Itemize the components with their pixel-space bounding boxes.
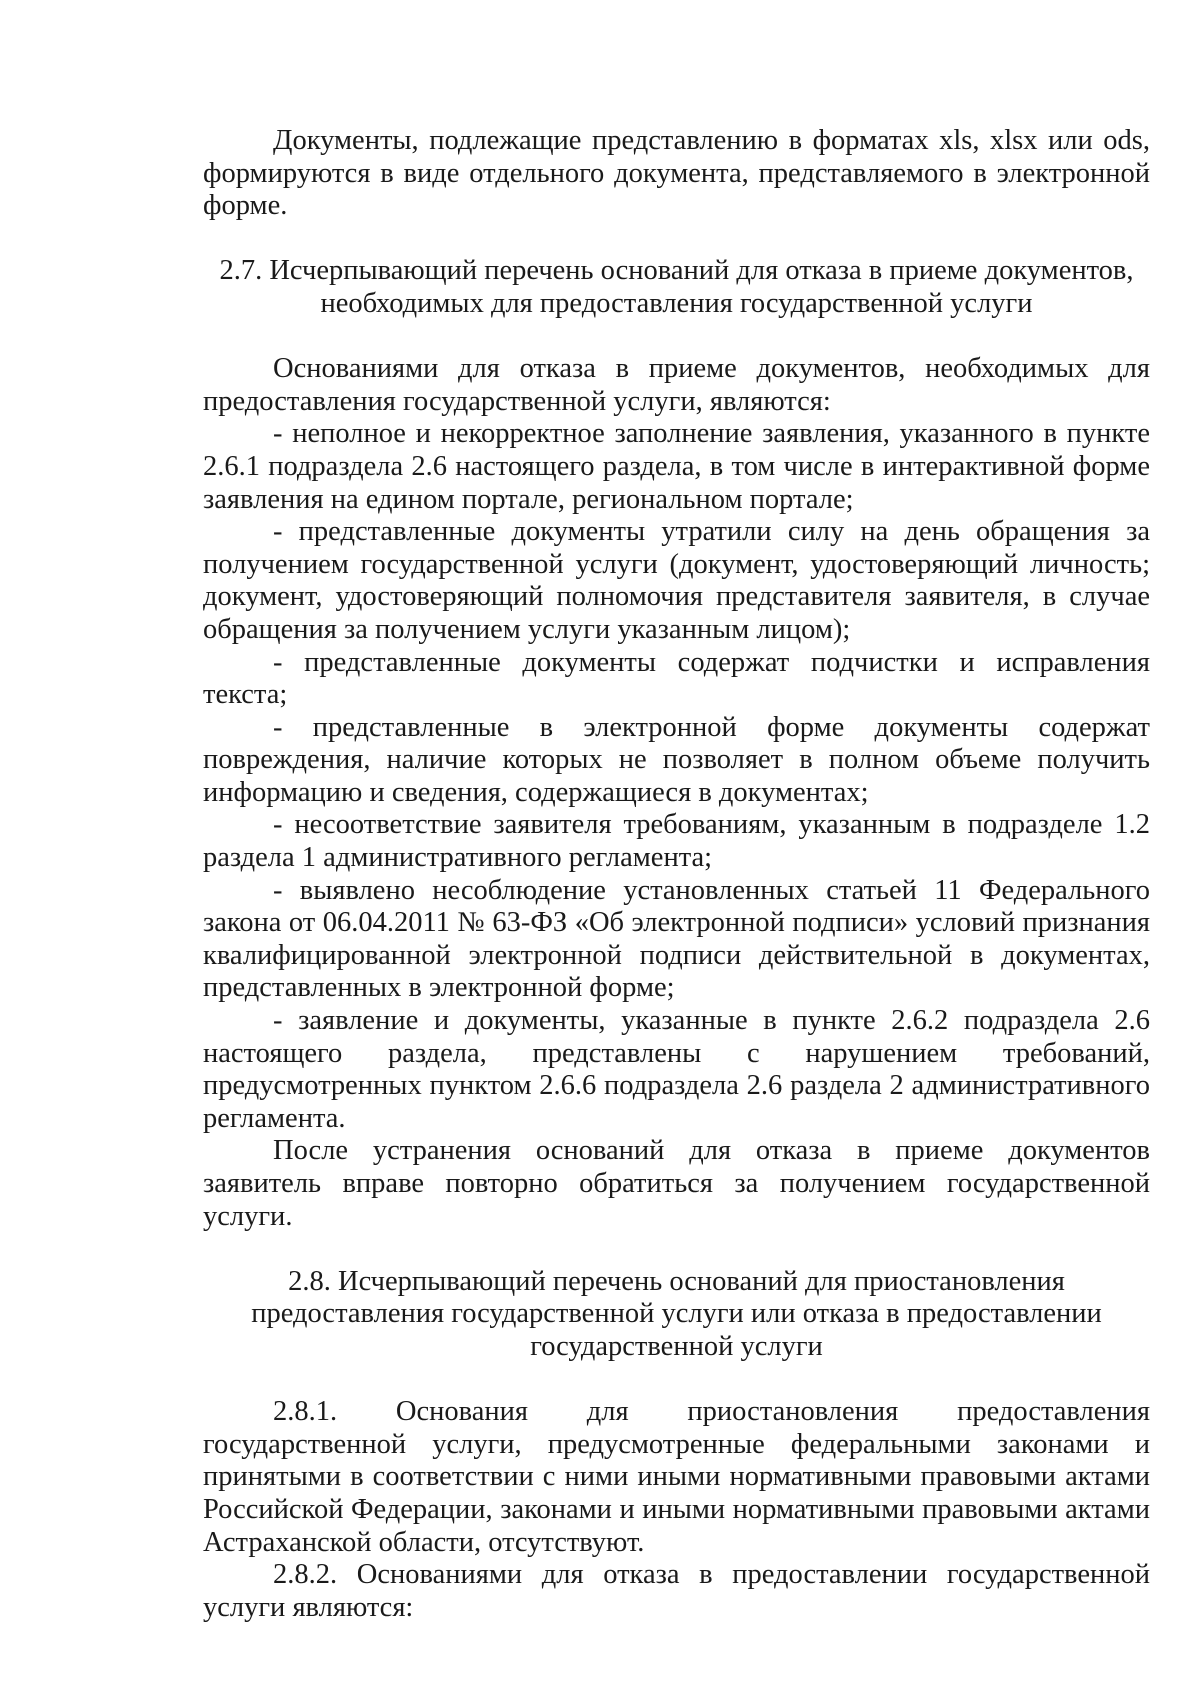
section-2-7-heading xyxy=(203,255,1150,320)
heading-line: 2.7. Исчерпывающий перечень оснований для отказа в приеме документов, xyxy=(219,255,1134,287)
heading-line: 2.8. Исчерпывающий перечень оснований для приостановления xyxy=(288,1265,1065,1297)
spacer xyxy=(203,1233,1150,1266)
heading-line: государственной услуги xyxy=(530,1330,823,1362)
paragraph-2-8-1: 2.8.1. Основания для приостановления предоставления государственной услуги, предусмотренные федеральными законами и принятыми в соответствии с ними иными нормативными правовыми актами Российской Федерации, законами и иными нормативными правовыми актами Астраханской области, отсутствуют. xyxy=(203,1396,1150,1558)
document-page xyxy=(203,125,1150,1624)
list-item: - представленные в электронной форме документы содержат повреждения, наличие которых не позволяет в полном объеме получить информацию и сведения, содержащиеся в документах; xyxy=(203,711,1150,808)
section-2-8-heading xyxy=(203,1266,1150,1364)
list-item: - представленные документы содержат подчистки и исправления текста; xyxy=(203,646,1150,711)
heading-line: необходимых для предоставления государственной услуги xyxy=(320,287,1033,319)
heading-line: предоставления государственной услуги или отказа в предоставлении xyxy=(251,1298,1102,1330)
section-2-7-closing: После устранения оснований для отказа в приеме документов заявитель вправе повторно обратиться за получением государственной услуги. xyxy=(203,1135,1150,1232)
list-item: - неполное и некорректное заполнение заявления, указанного в пункте 2.6.1 подраздела 2.6 настоящего раздела, в том числе в интерактивной форме заявления на едином портале, региональном портале; xyxy=(203,418,1150,515)
list-item: - выявлено несоблюдение установленных статьей 11 Федерального закона от 06.04.2011 № 63-ФЗ «Об электронной подписи» условий признания квалифицированной электронной подписи действительной в документах, представленных в электронной форме; xyxy=(203,874,1150,1004)
section-2-7-lead: Основаниями для отказа в приеме документов, необходимых для предоставления государственной услуги, являются: xyxy=(203,353,1150,417)
spacer xyxy=(203,1364,1150,1397)
intro-paragraph: Документы, подлежащие представлению в форматах xls, xlsx или ods, формируются в виде отдельного документа, представляемого в электронной форме. xyxy=(203,125,1150,222)
spacer xyxy=(203,321,1150,354)
paragraph-2-8-2: 2.8.2. Основаниями для отказа в предоставлении государственной услуги являются: xyxy=(203,1559,1150,1623)
list-item: - несоответствие заявителя требованиям, указанным в подразделе 1.2 раздела 1 административного регламента; xyxy=(203,809,1150,874)
spacer xyxy=(203,223,1150,256)
list-item: - заявление и документы, указанные в пункте 2.6.2 подраздела 2.6 настоящего раздела, представлены с нарушением требований, предусмотренных пунктом 2.6.6 подраздела 2.6 раздела 2 административного регламента. xyxy=(203,1005,1150,1134)
list-item: - представленные документы утратили силу на день обращения за получением государственной услуги (документ, удостоверяющий личность; документ, удостоверяющий полномочия представителя заявителя, в случае обращения за получением услуги указанным лицом); xyxy=(203,516,1150,645)
